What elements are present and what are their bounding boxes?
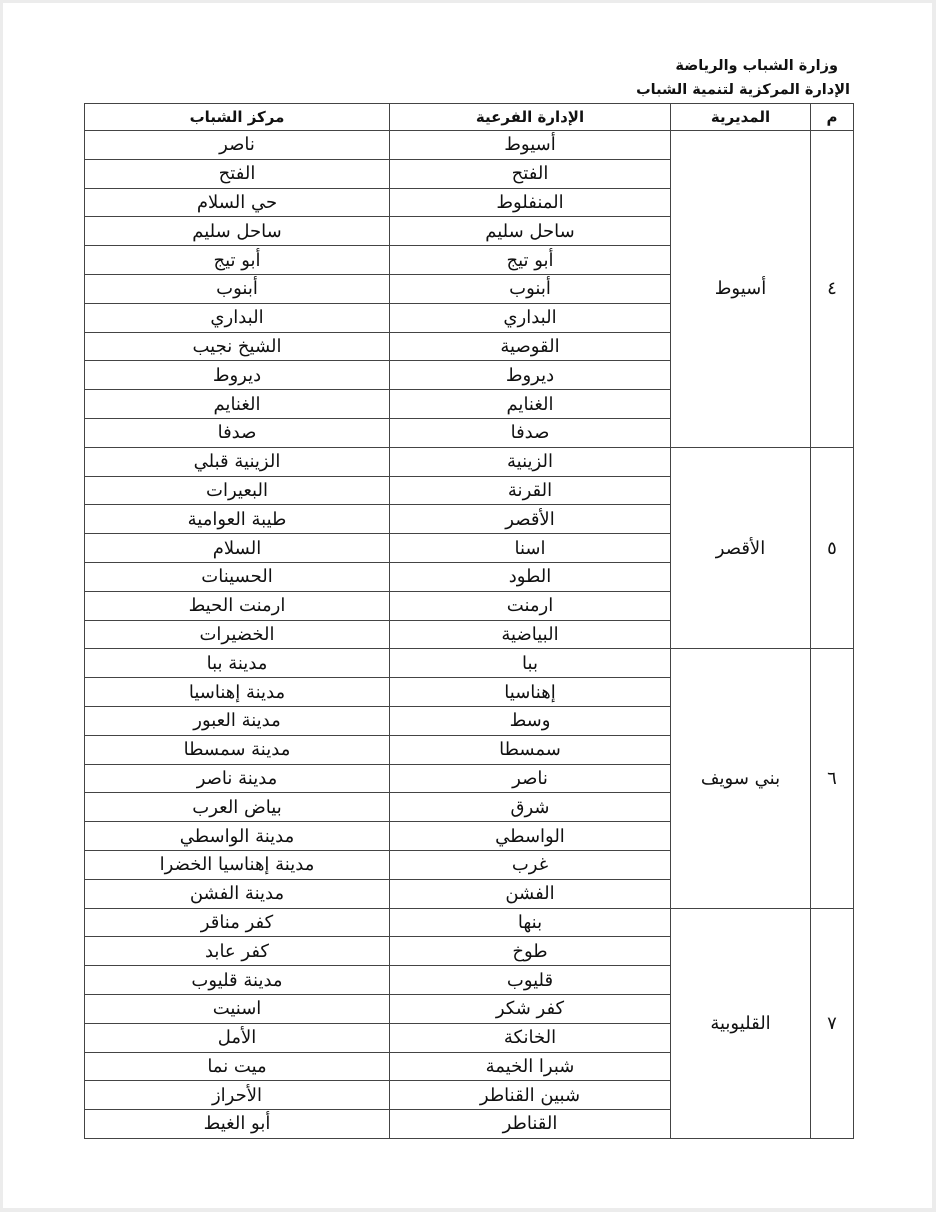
center-cell: مدينة إهناسيا bbox=[85, 678, 390, 707]
table-body bbox=[85, 131, 854, 1139]
center-cell: أبو الغيط bbox=[85, 1110, 390, 1139]
center-cell: مدينة العبور bbox=[85, 706, 390, 735]
center-cell: الغنايم bbox=[85, 390, 390, 419]
table-row bbox=[85, 447, 854, 476]
col-header-branch: الإدارة الفرعية bbox=[390, 104, 671, 131]
ministry-title: وزارة الشباب والرياضة bbox=[675, 58, 838, 74]
center-cell: مدينة الواسطي bbox=[85, 822, 390, 851]
center-cell: مدينة قليوب bbox=[85, 966, 390, 995]
group-number: ٦ bbox=[811, 649, 854, 908]
table-row bbox=[85, 908, 854, 937]
branch-cell: الفتح bbox=[390, 159, 671, 188]
group-number: ٥ bbox=[811, 447, 854, 649]
center-cell: السلام bbox=[85, 534, 390, 563]
directorate-cell: بني سويف bbox=[671, 649, 811, 908]
center-cell: البعيرات bbox=[85, 476, 390, 505]
branch-cell: الغنايم bbox=[390, 390, 671, 419]
directorate-cell: أسيوط bbox=[671, 131, 811, 448]
branch-cell: ساحل سليم bbox=[390, 217, 671, 246]
youth-centers-table bbox=[84, 103, 854, 1139]
branch-cell: شرق bbox=[390, 793, 671, 822]
branch-cell: أبو تيج bbox=[390, 246, 671, 275]
branch-cell: صدفا bbox=[390, 418, 671, 447]
center-cell: ناصر bbox=[85, 131, 390, 160]
center-cell: الأمل bbox=[85, 1023, 390, 1052]
center-cell: الخضيرات bbox=[85, 620, 390, 649]
branch-cell: البياضية bbox=[390, 620, 671, 649]
branch-cell: الخانكة bbox=[390, 1023, 671, 1052]
branch-cell: اسنا bbox=[390, 534, 671, 563]
center-cell: الحسينات bbox=[85, 562, 390, 591]
group-number: ٧ bbox=[811, 908, 854, 1138]
center-cell: الأحراز bbox=[85, 1081, 390, 1110]
center-cell: أبنوب bbox=[85, 274, 390, 303]
col-header-number: م bbox=[811, 104, 854, 131]
branch-cell: شبين القناطر bbox=[390, 1081, 671, 1110]
branch-cell: الواسطي bbox=[390, 822, 671, 851]
center-cell: مدينة الفشن bbox=[85, 879, 390, 908]
branch-cell: طوخ bbox=[390, 937, 671, 966]
branch-cell: الأقصر bbox=[390, 505, 671, 534]
branch-cell: بنها bbox=[390, 908, 671, 937]
table-row bbox=[85, 131, 854, 160]
center-cell: مدينة ببا bbox=[85, 649, 390, 678]
center-cell: الزينية قبلي bbox=[85, 447, 390, 476]
branch-cell: القرنة bbox=[390, 476, 671, 505]
center-cell: أبو تيج bbox=[85, 246, 390, 275]
table-row bbox=[85, 649, 854, 678]
document-page bbox=[3, 3, 932, 1208]
branch-cell: سمسطا bbox=[390, 735, 671, 764]
center-cell: كفر عابد bbox=[85, 937, 390, 966]
center-cell: الفتح bbox=[85, 159, 390, 188]
center-cell: ديروط bbox=[85, 361, 390, 390]
center-cell: بياض العرب bbox=[85, 793, 390, 822]
center-cell: مدينة سمسطا bbox=[85, 735, 390, 764]
branch-cell: ديروط bbox=[390, 361, 671, 390]
branch-cell: ببا bbox=[390, 649, 671, 678]
branch-cell: القوصية bbox=[390, 332, 671, 361]
branch-cell: شبرا الخيمة bbox=[390, 1052, 671, 1081]
center-cell: ارمنت الحيط bbox=[85, 591, 390, 620]
center-cell: كفر مناقر bbox=[85, 908, 390, 937]
table-header-row bbox=[85, 104, 854, 131]
branch-cell: وسط bbox=[390, 706, 671, 735]
center-cell: صدفا bbox=[85, 418, 390, 447]
center-cell: الشيخ نجيب bbox=[85, 332, 390, 361]
branch-cell: أسيوط bbox=[390, 131, 671, 160]
branch-cell: المنفلوط bbox=[390, 188, 671, 217]
branch-cell: غرب bbox=[390, 850, 671, 879]
branch-cell: القناطر bbox=[390, 1110, 671, 1139]
directorate-cell: الأقصر bbox=[671, 447, 811, 649]
branch-cell: الطود bbox=[390, 562, 671, 591]
directorate-cell: القليوبية bbox=[671, 908, 811, 1138]
branch-cell: كفر شكر bbox=[390, 994, 671, 1023]
center-cell: البداري bbox=[85, 303, 390, 332]
branch-cell: البداري bbox=[390, 303, 671, 332]
col-header-center: مركز الشباب bbox=[85, 104, 390, 131]
center-cell: اسنيت bbox=[85, 994, 390, 1023]
branch-cell: أبنوب bbox=[390, 274, 671, 303]
center-cell: ساحل سليم bbox=[85, 217, 390, 246]
center-cell: مدينة إهناسيا الخضرا bbox=[85, 850, 390, 879]
center-cell: ميت نما bbox=[85, 1052, 390, 1081]
branch-cell: إهناسيا bbox=[390, 678, 671, 707]
branch-cell: قليوب bbox=[390, 966, 671, 995]
department-title: الإدارة المركزية لتنمية الشباب bbox=[636, 82, 850, 98]
branch-cell: الزينية bbox=[390, 447, 671, 476]
branch-cell: ارمنت bbox=[390, 591, 671, 620]
center-cell: حي السلام bbox=[85, 188, 390, 217]
branch-cell: الفشن bbox=[390, 879, 671, 908]
center-cell: طيبة العوامية bbox=[85, 505, 390, 534]
col-header-directorate: المديرية bbox=[671, 104, 811, 131]
group-number: ٤ bbox=[811, 131, 854, 448]
center-cell: مدينة ناصر bbox=[85, 764, 390, 793]
branch-cell: ناصر bbox=[390, 764, 671, 793]
